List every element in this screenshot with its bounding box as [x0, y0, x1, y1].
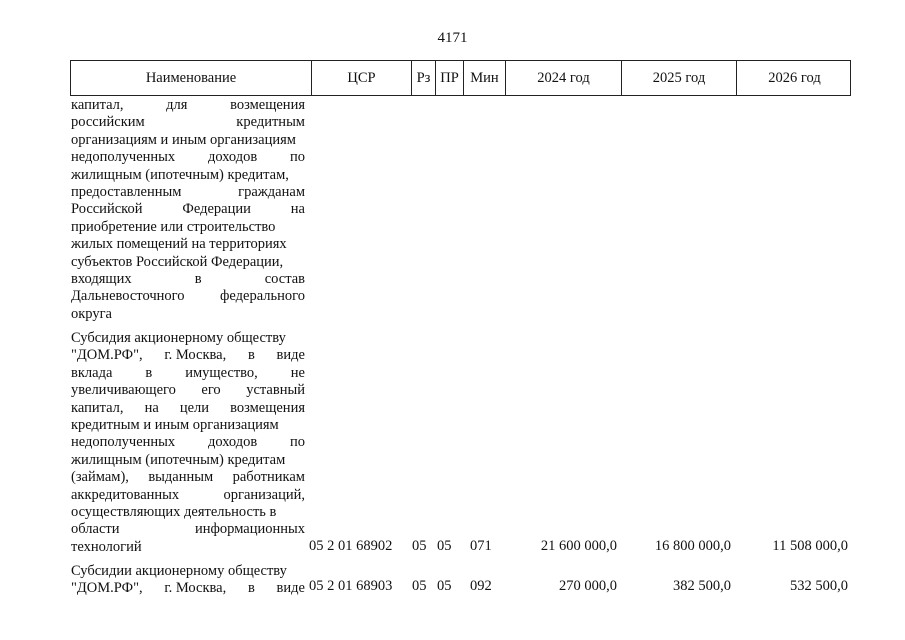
text-word: г. Москва, [164, 580, 227, 597]
row-value-2025: 382 500,0 [673, 578, 731, 594]
row-name-text [71, 97, 305, 323]
text-line: осуществляющих деятельность в [71, 503, 277, 520]
text-word: виде [276, 347, 305, 364]
text-word: аккредитованных [71, 486, 180, 503]
text-line: субъектов Российской Федерации, [71, 253, 284, 270]
header-rz: Рз [411, 61, 435, 95]
page-number: 4171 [437, 30, 468, 46]
text-word: на [144, 399, 159, 416]
text-line [71, 580, 305, 597]
text-line [71, 365, 305, 382]
text-word: "ДОМ.РФ", [71, 580, 143, 597]
text-line: жилищным (ипотечным) кредитам [71, 451, 286, 468]
text-word: возмещения [230, 97, 305, 113]
text-word: в [247, 347, 255, 364]
header-min: Мин [463, 61, 505, 95]
row-name-text [71, 563, 305, 598]
text-word: вклада [71, 364, 113, 381]
text-word: по [289, 149, 305, 166]
text-word: недополученных [71, 149, 176, 166]
text-word: кредитным [236, 114, 305, 131]
text-word: предоставленным [71, 183, 182, 200]
text-word: состав [264, 270, 305, 287]
row-value-2026: 11 508 000,0 [772, 538, 848, 554]
text-word: гражданам [238, 183, 305, 200]
header-2024: 2024 год [505, 61, 621, 95]
text-word: не [290, 364, 305, 381]
text-word: "ДОМ.РФ", [71, 347, 143, 364]
header-pr: ПР [435, 61, 463, 95]
text-word: области [71, 521, 120, 538]
text-line: организациям и иным организациям [71, 131, 296, 148]
text-line [71, 184, 305, 201]
text-word: по [289, 434, 305, 451]
text-line: технологий [71, 538, 142, 555]
row-min: 092 [470, 578, 492, 594]
text-word: увеличивающего [71, 382, 176, 399]
text-line: Субсидии акционерному обществу [71, 563, 287, 579]
text-line [71, 347, 305, 364]
text-line: кредитным и иным организациям [71, 416, 279, 433]
text-word: доходов [207, 434, 258, 451]
text-word: капитал, [71, 399, 124, 416]
text-line [71, 469, 305, 486]
text-word: капитал, [71, 97, 124, 113]
row-value-2026: 532 500,0 [790, 578, 848, 594]
row-csr: 05 2 01 68903 [309, 578, 393, 594]
text-word: организаций, [223, 486, 305, 503]
text-word: (займам), [71, 469, 129, 486]
text-line [71, 271, 305, 288]
text-word: Федерации [182, 201, 251, 218]
text-word: выданным [148, 469, 214, 486]
text-line [71, 97, 305, 114]
header-2026: 2026 год [736, 61, 852, 95]
text-line [71, 149, 305, 166]
text-word: г. Москва, [164, 347, 227, 364]
header-2025: 2025 год [621, 61, 736, 95]
text-line [71, 434, 305, 451]
text-line: жилых помещений на территориях [71, 236, 287, 253]
text-line [71, 400, 305, 417]
row-min: 071 [470, 538, 492, 554]
text-word: на [290, 201, 305, 218]
row-csr: 05 2 01 68902 [309, 538, 393, 554]
text-line: округа [71, 305, 112, 322]
row-name-text [71, 330, 305, 556]
text-word: недополученных [71, 434, 176, 451]
text-word: информационных [195, 521, 305, 538]
text-line [71, 382, 305, 399]
row-rz: 05 [412, 578, 427, 594]
text-word: работникам [232, 469, 305, 486]
text-line [71, 114, 305, 131]
text-word: входящих [71, 270, 132, 287]
text-line: жилищным (ипотечным) кредитам, [71, 166, 289, 183]
text-line: приобретение или строительство [71, 218, 276, 235]
table-header [70, 60, 851, 96]
text-word: виде [276, 580, 305, 597]
header-csr: ЦСР [311, 61, 411, 95]
row-pr: 05 [437, 578, 452, 594]
text-line [71, 521, 305, 538]
text-line [71, 487, 305, 504]
text-word: уставный [246, 382, 305, 399]
text-word: его [201, 382, 221, 399]
text-word: цели [179, 399, 210, 416]
text-word: в [247, 580, 255, 597]
text-word: в [194, 270, 202, 287]
row-value-2025: 16 800 000,0 [654, 538, 731, 554]
text-word: для [166, 97, 188, 113]
row-value-2024: 270 000,0 [559, 578, 617, 594]
text-line [71, 288, 305, 305]
text-word: в [145, 364, 153, 381]
text-word: Российской [71, 201, 143, 218]
row-rz: 05 [412, 538, 427, 554]
text-word: Дальневосточного [71, 288, 185, 305]
text-word: федерального [220, 288, 305, 305]
header-name: Наименование [145, 69, 237, 86]
text-word: возмещения [230, 399, 305, 416]
text-word: российским [71, 114, 145, 131]
text-line [71, 201, 305, 218]
text-word: доходов [207, 149, 258, 166]
text-word: имущество, [185, 364, 258, 381]
row-pr: 05 [437, 538, 452, 554]
row-value-2024: 21 600 000,0 [540, 538, 617, 554]
text-line: Субсидия акционерному обществу [71, 330, 286, 346]
